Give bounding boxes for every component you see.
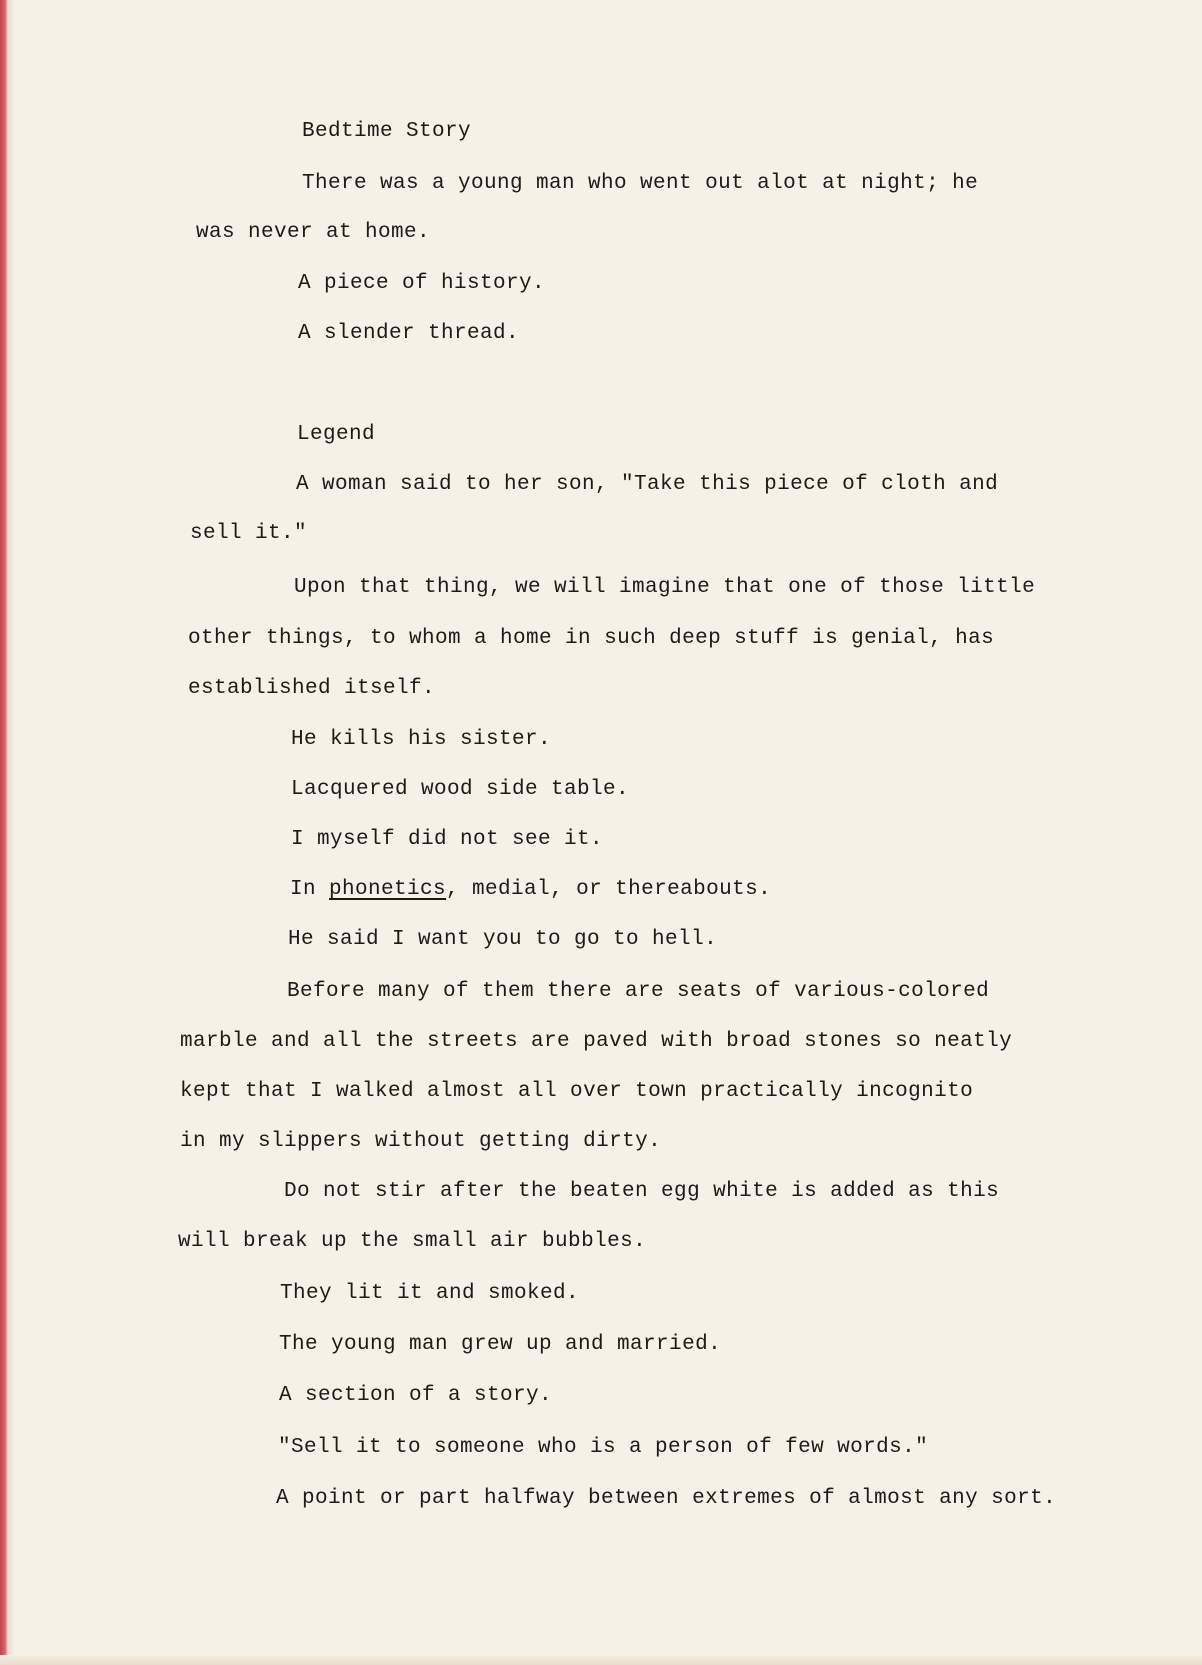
text-line: There was a young man who went out alot at night; he xyxy=(302,172,979,195)
text-line: marble and all the streets are paved with broad stones so neatly xyxy=(180,1030,1013,1053)
text-line: Do not stir after the beaten egg white is added as this xyxy=(284,1180,1000,1203)
text-line: A woman said to her son, "Take this piece of cloth and xyxy=(296,473,999,496)
text-line: He kills his sister. xyxy=(291,728,552,751)
text-line: The young man grew up and married. xyxy=(279,1333,722,1356)
text-fragment: , medial, or thereabouts. xyxy=(446,878,772,901)
text-line: "Sell it to someone who is a person of few words." xyxy=(278,1436,929,1459)
heading-legend: Legend xyxy=(297,423,376,446)
text-line: A point or part halfway between extremes of almost any sort. xyxy=(276,1487,1057,1510)
text-line: A piece of history. xyxy=(298,272,546,295)
page-bottom-edge xyxy=(0,1655,1202,1665)
text-line: Upon that thing, we will imagine that one of those little xyxy=(294,576,1036,599)
underlined-word: phonetics xyxy=(329,878,447,901)
text-line: will break up the small air bubbles. xyxy=(178,1230,647,1253)
text-line: Lacquered wood side table. xyxy=(291,778,630,801)
text-line: They lit it and smoked. xyxy=(280,1282,580,1305)
text-line: sell it." xyxy=(190,522,308,545)
text-line: other things, to whom a home in such deep stuff is genial, has xyxy=(188,627,995,650)
text-line: established itself. xyxy=(188,677,436,700)
text-line: I myself did not see it. xyxy=(291,828,604,851)
text-line: Before many of them there are seats of various-colored xyxy=(287,980,990,1003)
text-line: He said I want you to go to hell. xyxy=(288,928,718,951)
title-bedtime-story: Bedtime Story xyxy=(302,120,472,143)
text-line-phonetics xyxy=(290,878,771,901)
text-line: was never at home. xyxy=(196,221,431,244)
text-line: A slender thread. xyxy=(298,322,520,345)
text-line: kept that I walked almost all over town practically incognito xyxy=(180,1080,974,1103)
text-fragment: In xyxy=(290,878,330,901)
text-line: A section of a story. xyxy=(279,1384,553,1407)
page-edge xyxy=(0,0,14,1665)
typewritten-page xyxy=(14,0,1202,1665)
text-line: in my slippers without getting dirty. xyxy=(180,1130,662,1153)
